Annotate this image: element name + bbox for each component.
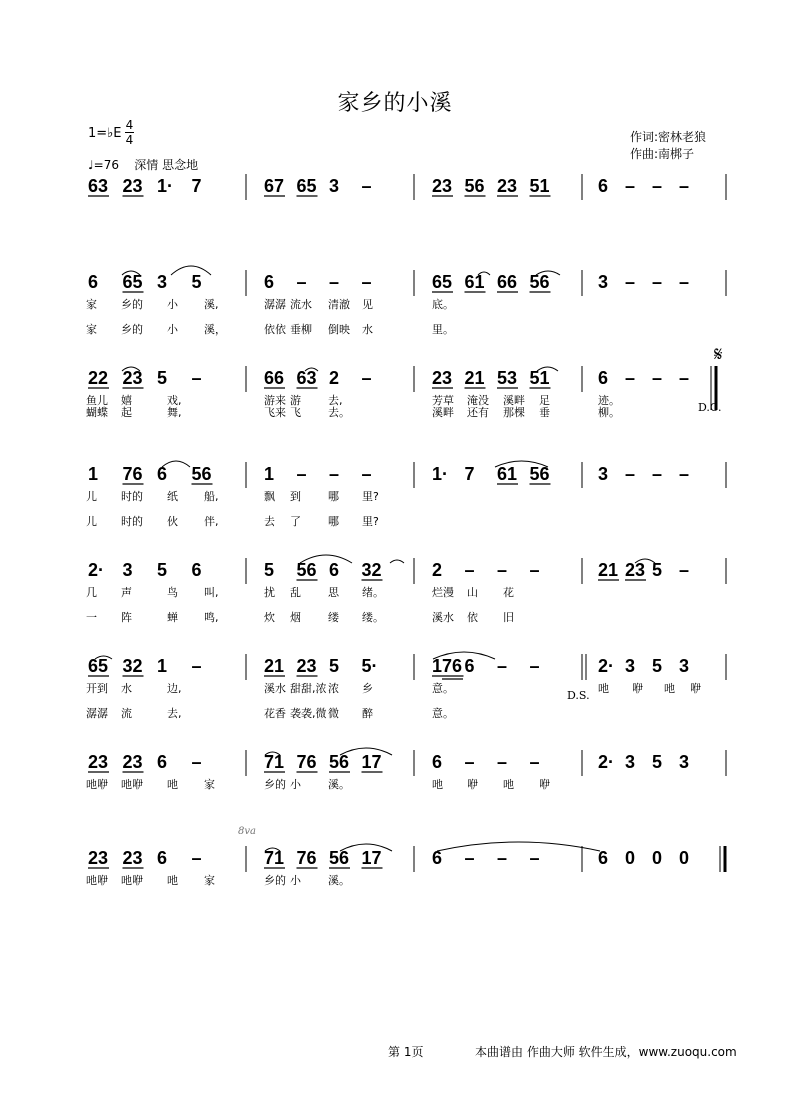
note-group: 5 [264,560,275,580]
lyric-syllable: 炊 [264,611,275,624]
note-group: – [464,752,475,772]
note-group: 0 [625,848,636,868]
lyric-syllable: 烂漫 [432,586,454,599]
lyric-syllable: 去。 [328,406,350,419]
lyric-syllable: 依 [467,611,478,624]
note-group: 6 [157,752,168,772]
lyric-syllable: 里。 [432,323,454,336]
note-group: 21 [264,656,285,676]
note-group: 2 [432,560,443,580]
lyric-syllable: 思 [328,586,339,599]
lyric-syllable: 小 [167,298,178,311]
note-group: 53 [497,368,518,388]
lyric-syllable: 吔 [167,778,178,791]
note-group: 6 [432,848,443,868]
note-group: 76 [122,464,143,484]
note-group: – [625,464,636,484]
note-group: 6 [157,464,168,484]
lyric-syllable: 潺潺 [264,298,286,311]
segno-icon: 𝄋 [714,342,723,366]
note-group: 23 [122,368,143,388]
lyric-syllable: 咿 [632,682,643,695]
note-group: – [464,848,475,868]
lyric-syllable: 潺潺 [86,707,108,720]
dc-mark: D.C. [698,401,722,414]
lyric-syllable: 乡的 [264,874,286,887]
lyric-syllable: 山 [467,586,478,599]
tempo-value: ♩=76 [88,158,119,172]
lyric-syllable: 鱼儿 [86,394,108,407]
lyric-syllable: 溪水 [432,611,454,624]
note-group: 5 [652,656,663,676]
note-group: – [625,272,636,292]
lyric-syllable: 船, [204,490,219,503]
note-group: – [679,560,690,580]
note-group: 6 [598,368,609,388]
lyric-syllable: 叫, [204,586,219,599]
note-group: 51 [529,176,550,196]
lyric-syllable: 乡的 [121,323,143,336]
lyric-syllable: 里? [362,490,379,503]
lyric-syllable: 溪。 [328,874,350,887]
lyric-syllable: 淹没 [467,394,489,407]
lyric-syllable: 足 [539,394,550,407]
note-group: 17 [361,752,382,772]
composer-credit: 作曲:南梆子 [630,147,695,161]
lyric-syllable: 时的 [121,515,143,528]
note-group: – [191,368,202,388]
note-group: – [497,656,508,676]
lyric-syllable: 游来 [264,394,286,407]
lyric-syllable: 边, [167,682,182,695]
slur-curve [390,560,404,563]
lyric-syllable: 浓 [328,682,339,695]
note-group: 2· [598,656,615,676]
note-group: 23 [296,656,317,676]
note-group: 1 [264,464,275,484]
note-group: 5 [191,272,202,292]
lyric-syllable: 袭袭,微 [290,707,327,720]
note-group: – [679,272,690,292]
lyric-syllable: 乱 [290,586,301,599]
lyric-syllable: 扰 [264,586,275,599]
expression-marking: 深情 思念地 [134,158,199,172]
note-group: – [679,176,690,196]
note-group: 56 [329,848,350,868]
lyric-syllable: 垂柳 [290,323,312,336]
note-group: – [529,848,540,868]
note-group: 23 [122,752,143,772]
note-group: – [361,464,372,484]
note-group: 5· [361,656,378,676]
note-group: 71 [264,752,285,772]
lyric-syllable: 溪畔 [432,406,454,419]
note-group: 23 [88,752,109,772]
lyric-syllable: 花 [503,586,514,599]
lyricist-credit: 作词:密林老狼 [630,130,707,144]
note-group: 76 [296,752,317,772]
lyric-syllable: 小 [290,874,301,887]
note-group: 56 [529,272,550,292]
lyric-syllable: 甜甜,浓 [290,682,327,695]
lyric-syllable: 意。 [432,707,454,720]
note-group: – [679,464,690,484]
note-group: 6 [598,176,609,196]
page-number: 第 1页 [388,1045,424,1059]
lyric-syllable: 吔 [503,778,514,791]
note-group: 6 [191,560,202,580]
lyric-syllable: 飘 [264,490,275,503]
note-group: 6 [264,272,275,292]
lyric-syllable: 家 [204,874,215,887]
note-group: 3 [625,752,636,772]
lyric-syllable: 吔 [598,682,609,695]
lyric-syllable: 飞 [290,406,301,419]
note-group: 7 [191,176,202,196]
note-group: – [529,560,540,580]
lyric-syllable: 几 [86,586,97,599]
note-group: – [191,656,202,676]
lyric-syllable: 那棵 [503,406,525,419]
note-group: 6 [464,656,475,676]
note-group: 65 [432,272,453,292]
note-group: 56 [529,464,550,484]
lyric-syllable: 花香 [264,707,286,720]
lyric-syllable: 吔 [664,682,675,695]
note-group: – [361,368,372,388]
note-group: – [464,560,475,580]
lyric-syllable: 底。 [432,298,454,311]
lyric-syllable: 纸 [167,490,178,503]
lyric-syllable: 吔 [432,778,443,791]
lyric-syllable: 流 [121,707,132,720]
key-signature: 1=♭E [88,126,122,141]
note-group: – [361,272,372,292]
lyric-syllable: 溪畔 [503,394,525,407]
lyric-syllable: 乡 [362,682,373,695]
lyric-syllable: 声 [121,586,132,599]
lyric-syllable: 微 [328,707,339,720]
lyric-syllable: 水 [362,323,373,336]
lyric-syllable: 缕。 [362,611,384,624]
note-group: 66 [497,272,518,292]
lyric-syllable: 里? [362,515,379,528]
lyric-syllable: 阵 [121,611,132,624]
lyric-syllable: 还有 [467,406,489,419]
lyric-syllable: 乡的 [121,298,143,311]
note-group: – [329,464,340,484]
lyric-syllable: 开到 [86,682,108,695]
note-group: 61 [464,272,485,292]
note-group: 56 [296,560,317,580]
ottava-mark: 8va [238,826,256,837]
lyric-syllable: 吔咿 [86,874,108,887]
note-group: – [361,176,372,196]
note-group: – [529,656,540,676]
lyric-syllable: 吔咿 [121,778,143,791]
time-signature-top: 4 [125,118,134,132]
lyric-syllable: 流水 [290,298,312,311]
lyric-syllable: 吔咿 [86,778,108,791]
note-group: 5 [157,368,168,388]
note-group: 21 [464,368,485,388]
lyric-syllable: 倒映 [328,323,350,336]
lyric-syllable: 起 [121,406,132,419]
note-group: 63 [296,368,317,388]
lyric-syllable: 儿 [86,490,97,503]
note-group: 67 [264,176,285,196]
note-group: 65 [88,656,109,676]
lyric-syllable: 见 [362,298,373,311]
lyric-syllable: 哪 [328,515,339,528]
note-group: 23 [625,560,646,580]
lyric-syllable: 咿 [539,778,550,791]
note-group: 51 [529,368,550,388]
note-group: 2· [598,752,615,772]
lyric-syllable: 醉 [362,707,373,720]
lyric-syllable: 意。 [432,682,454,695]
ds-mark: D.S. [567,689,590,702]
note-group: 63 [88,176,109,196]
lyric-syllable: 小 [167,323,178,336]
note-group: 32 [122,656,143,676]
note-group: 65 [122,272,143,292]
slur-curve [437,842,600,851]
note-group: – [497,752,508,772]
lyric-syllable: 嬉 [121,394,132,407]
note-group: 6 [598,848,609,868]
lyric-syllable: 绪。 [362,586,384,599]
lyric-syllable: 家 [86,323,97,336]
note-group: 5 [652,752,663,772]
note-group: 6 [329,560,340,580]
lyric-syllable: 伴, [204,515,219,528]
lyric-syllable: 蝉 [167,611,178,624]
lyric-syllable: 咿 [467,778,478,791]
lyric-syllable: 去 [264,515,275,528]
note-group: 1· [157,176,174,196]
lyric-syllable: 去, [328,394,343,407]
lyric-syllable: 乡的 [264,778,286,791]
lyric-syllable: 旧 [503,611,514,624]
note-group: – [191,848,202,868]
note-group: 56 [191,464,212,484]
note-group: 7 [464,464,475,484]
note-group: – [652,272,663,292]
lyric-syllable: 烟 [290,611,301,624]
lyric-syllable: 水 [121,682,132,695]
lyric-syllable: 去, [167,707,182,720]
lyric-syllable: 咿 [690,682,701,695]
note-group: 5 [329,656,340,676]
note-group: 6 [432,752,443,772]
lyric-syllable: 戏, [167,394,182,407]
note-group: 66 [264,368,285,388]
note-group: 3 [157,272,168,292]
lyric-syllable: 小 [290,778,301,791]
note-group: 32 [361,560,382,580]
note-group: 76 [296,848,317,868]
lyric-syllable: 清澈 [328,298,350,311]
lyric-syllable: 芳草 [432,394,454,407]
note-group: 3 [625,656,636,676]
lyric-syllable: 蝴蝶 [86,406,108,419]
lyric-syllable: 哪 [328,490,339,503]
note-group: 6 [157,848,168,868]
note-group: 5 [157,560,168,580]
note-group: 23 [432,176,453,196]
note-group: – [497,848,508,868]
lyric-syllable: 了 [290,515,301,528]
note-group: 23 [122,176,143,196]
note-group: 2 [329,368,340,388]
song-title: 家乡的小溪 [337,91,453,116]
note-group: 23 [432,368,453,388]
note-group: 176 [432,656,463,676]
lyric-syllable: 溪， [204,323,226,336]
note-group: – [497,560,508,580]
lyric-syllable: 溪水 [264,682,286,695]
note-group: 17 [361,848,382,868]
note-group: 23 [122,848,143,868]
lyric-syllable: 溪, [204,298,219,311]
note-group: – [191,752,202,772]
note-group: – [529,752,540,772]
note-group: 21 [598,560,619,580]
note-group: – [652,176,663,196]
time-signature-bottom: 4 [125,133,134,147]
lyric-syllable: 伙 [167,515,178,528]
lyric-syllable: 飞来 [264,406,286,419]
note-group: 1 [88,464,99,484]
note-group: – [329,272,340,292]
note-group: – [679,368,690,388]
lyric-syllable: 家 [204,778,215,791]
lyric-syllable: 依依 [264,323,286,336]
note-group: 56 [329,752,350,772]
note-group: 3 [679,752,690,772]
lyric-syllable: 溪。 [328,778,350,791]
note-group: 0 [679,848,690,868]
note-group: 2· [88,560,105,580]
lyric-syllable: 迹。 [598,394,620,407]
note-group: 22 [88,368,109,388]
lyric-syllable: 鸣, [204,611,219,624]
note-group: 5 [652,560,663,580]
lyric-syllable: 游 [290,394,301,407]
note-group: – [625,368,636,388]
lyric-syllable: 吔咿 [121,874,143,887]
note-group: 1 [157,656,168,676]
lyric-syllable: 到 [290,490,301,503]
note-group: 56 [464,176,485,196]
note-group: 0 [652,848,663,868]
note-group: 61 [497,464,518,484]
lyric-syllable: 一 [86,611,97,624]
note-group: 65 [296,176,317,196]
lyric-syllable: 缕 [328,611,339,624]
note-group: 71 [264,848,285,868]
footer-credit: 本曲谱由 作曲大师 软件生成，www.zuoqu.com [475,1045,737,1059]
note-group: – [652,368,663,388]
lyric-syllable: 儿 [86,515,97,528]
lyric-syllable: 柳。 [598,406,620,419]
lyric-syllable: 家 [86,298,97,311]
note-group: 3 [679,656,690,676]
note-group: 23 [497,176,518,196]
note-group: – [625,176,636,196]
lyric-syllable: 垂 [539,406,550,419]
note-group: 3 [122,560,133,580]
note-group: 23 [88,848,109,868]
lyric-syllable: 舞, [167,406,182,419]
lyric-syllable: 时的 [121,490,143,503]
note-group: – [652,464,663,484]
lyric-syllable: 吔 [167,874,178,887]
note-group: – [296,272,307,292]
note-group: – [296,464,307,484]
note-group: 1· [432,464,449,484]
note-group: 6 [88,272,99,292]
lyric-syllable: 鸟 [167,586,178,599]
note-group: 3 [329,176,340,196]
note-group: 3 [598,464,609,484]
note-group: 3 [598,272,609,292]
